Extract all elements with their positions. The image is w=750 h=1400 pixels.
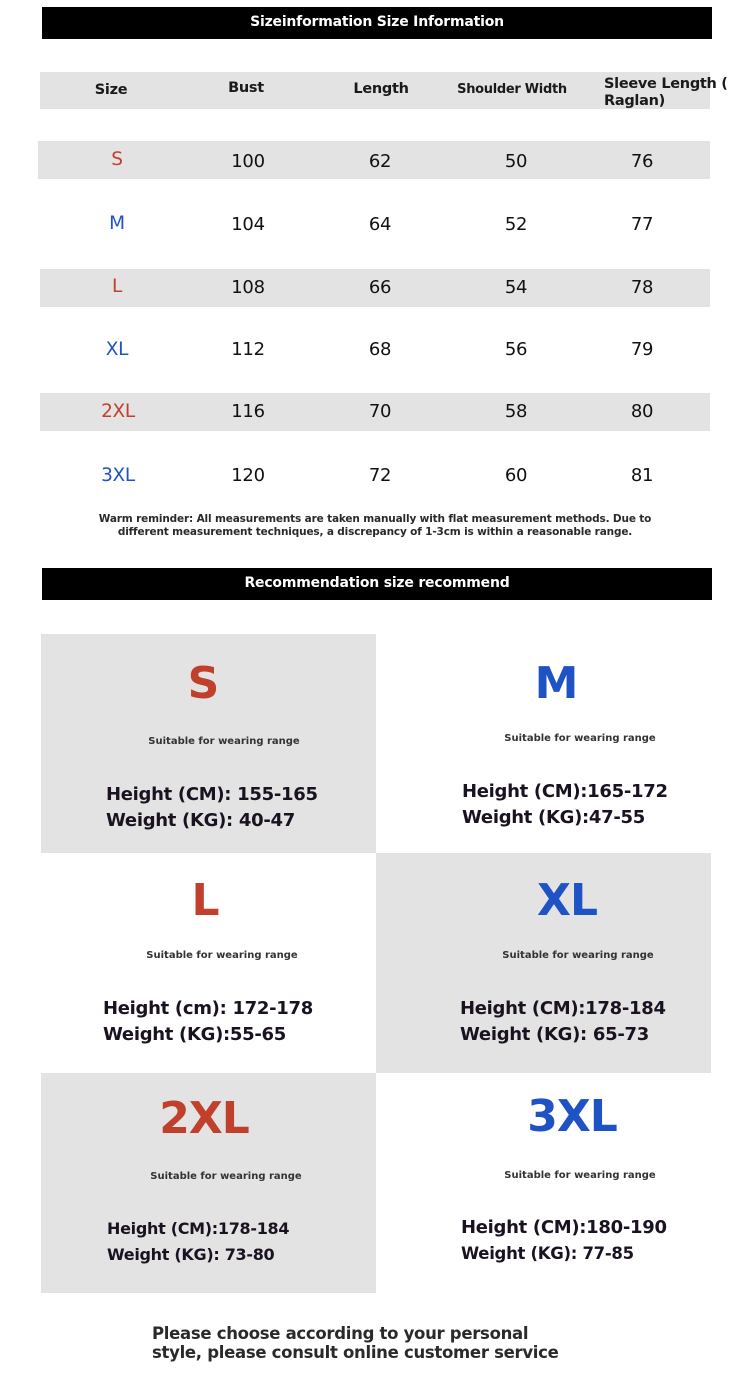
recommend-card-xl — [376, 853, 711, 1073]
table-row-l — [40, 269, 710, 307]
row-bust: 100 — [231, 151, 265, 172]
card-height: Height (CM):178-184 — [460, 998, 666, 1019]
row-sleeve: 79 — [630, 339, 654, 360]
card-weight: Weight (KG):55-65 — [103, 1024, 287, 1045]
footer-line1: Please choose according to your personal — [152, 1324, 529, 1343]
card-suitable-label: Suitable for wearing range — [148, 736, 300, 747]
card-size-label: XL — [537, 875, 597, 926]
recommend-card-3xl — [376, 1073, 711, 1293]
row-size: L — [111, 276, 123, 297]
header-sleeve-line2: Raglan) — [604, 93, 665, 109]
row-length: 72 — [368, 465, 392, 486]
card-measurements — [461, 1215, 667, 1267]
row-sleeve: 78 — [630, 277, 654, 298]
header-sleeve-line1: Sleeve Length ( — [604, 76, 728, 92]
card-suitable-label: Suitable for wearing range — [146, 950, 298, 961]
card-weight: Weight (KG): 77-85 — [461, 1244, 634, 1263]
row-shoulder: 52 — [504, 214, 528, 235]
recommend-card-m — [376, 634, 711, 854]
header-sleeve-length — [604, 76, 728, 110]
reminder-line2: different measurement techniques, a discrepancy of 1-3cm is within a reasonable range. — [117, 526, 633, 538]
recommendation-grid — [41, 634, 711, 1293]
recommend-card-2xl — [41, 1073, 376, 1293]
row-sleeve: 80 — [630, 401, 654, 422]
table-row-s — [38, 141, 710, 179]
row-size: 3XL — [101, 465, 135, 486]
row-sleeve: 81 — [630, 465, 654, 486]
row-size: XL — [105, 339, 129, 360]
card-weight: Weight (KG):47-55 — [462, 807, 646, 828]
table-row-xl — [40, 331, 710, 369]
table-row-3xl — [40, 457, 710, 495]
card-height: Height (CM):180-190 — [461, 1217, 667, 1238]
row-shoulder: 60 — [504, 465, 528, 486]
row-shoulder: 58 — [504, 401, 528, 422]
card-height: Height (CM): 155-165 — [106, 784, 318, 805]
row-length: 66 — [368, 277, 392, 298]
card-measurements — [107, 1216, 289, 1268]
header-size: Size — [94, 82, 128, 98]
row-bust: 108 — [231, 277, 265, 298]
recommend-card-s — [41, 634, 376, 854]
card-suitable-label: Suitable for wearing range — [504, 1170, 656, 1181]
size-table-header — [40, 72, 728, 109]
table-row-m — [38, 205, 710, 243]
row-shoulder: 50 — [504, 151, 528, 172]
row-size: M — [109, 213, 125, 234]
row-shoulder: 54 — [504, 277, 528, 298]
card-suitable-label: Suitable for wearing range — [504, 733, 656, 744]
card-size-label: M — [534, 658, 578, 709]
card-measurements — [462, 779, 668, 831]
reminder-line1: Warm reminder: All measurements are taken manually with flat measurement methods. Due to — [98, 513, 652, 525]
card-suitable-label: Suitable for wearing range — [502, 950, 654, 961]
card-size-label: S — [187, 658, 219, 709]
row-bust: 112 — [231, 339, 265, 360]
header-shoulder-width: Shoulder Width — [457, 82, 567, 97]
row-size: 2XL — [101, 401, 135, 422]
size-information-banner: Sizeinformation Size Information — [42, 7, 712, 39]
table-row-2xl — [40, 393, 710, 431]
header-bust: Bust — [228, 80, 264, 96]
card-measurements — [103, 996, 313, 1048]
card-weight: Weight (KG): 73-80 — [107, 1245, 275, 1264]
row-sleeve: 77 — [630, 214, 654, 235]
card-suitable-label: Suitable for wearing range — [150, 1171, 302, 1182]
card-height: Height (CM):178-184 — [107, 1219, 290, 1238]
card-measurements — [460, 996, 666, 1048]
measurement-reminder — [60, 513, 690, 539]
footer-line2: style, please consult online customer service — [152, 1343, 559, 1362]
row-length: 70 — [368, 401, 392, 422]
card-measurements — [106, 782, 318, 834]
card-weight: Weight (KG): 40-47 — [106, 810, 295, 831]
row-length: 62 — [368, 151, 392, 172]
footer-note — [152, 1324, 572, 1362]
recommend-card-l — [41, 853, 376, 1073]
card-height: Height (cm): 172-178 — [103, 998, 313, 1019]
card-height: Height (CM):165-172 — [462, 781, 668, 802]
header-length: Length — [353, 81, 409, 97]
row-bust: 120 — [231, 465, 265, 486]
card-size-label: 2XL — [159, 1093, 249, 1144]
row-bust: 116 — [231, 401, 265, 422]
row-shoulder: 56 — [504, 339, 528, 360]
row-bust: 104 — [231, 214, 265, 235]
card-size-label: L — [191, 875, 219, 926]
row-length: 64 — [368, 214, 392, 235]
row-size: S — [111, 149, 123, 170]
card-size-label: 3XL — [527, 1091, 617, 1142]
card-weight: Weight (KG): 65-73 — [460, 1024, 649, 1045]
row-sleeve: 76 — [630, 151, 654, 172]
row-length: 68 — [368, 339, 392, 360]
recommendation-banner: Recommendation size recommend — [42, 568, 712, 600]
